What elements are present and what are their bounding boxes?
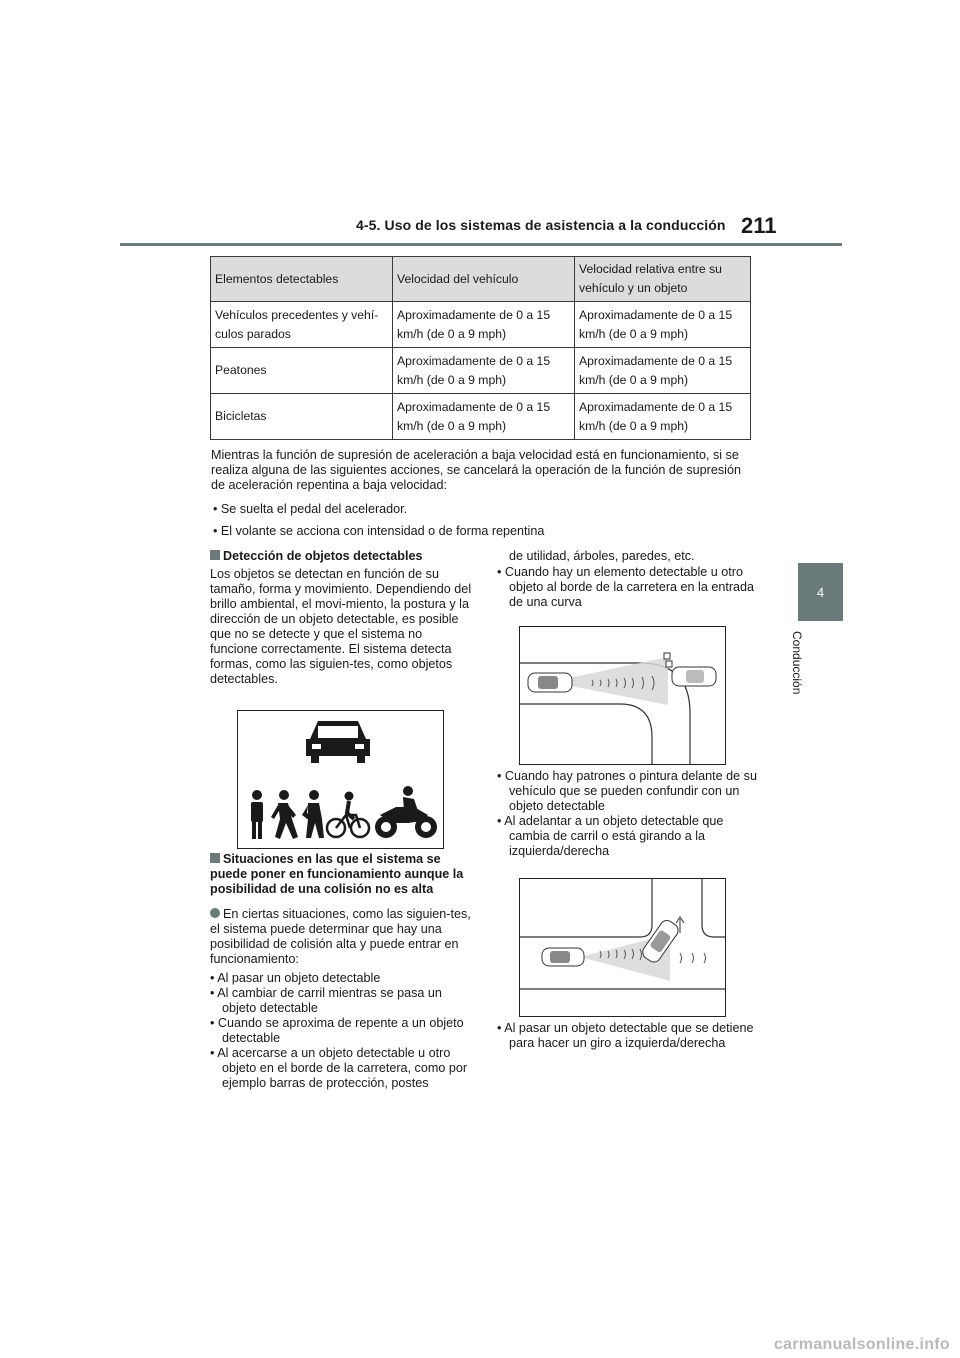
pedestrian-walking-icon (271, 790, 298, 839)
right-list-mid (497, 769, 759, 859)
table-row (211, 302, 751, 348)
bullet-dot-icon (210, 908, 220, 918)
table-cell: Vehículos precedentes y vehí-culos parados (211, 302, 393, 348)
intro-bullet: • El volante se acciona con intensidad o de forma repentina (213, 524, 545, 538)
table-header-row (211, 257, 751, 302)
detection-heading: Detección de objetos detectables (210, 549, 472, 564)
detectable-objects-figure (237, 710, 444, 849)
section-marker-icon (210, 550, 220, 560)
pedestrian-carrying-icon (302, 790, 324, 838)
situations-heading: Situaciones en las que el sistema se puede poner en funcionamiento aunque la posibilidad de una colisión no es alta (210, 852, 464, 896)
chapter-label: Conducción (790, 631, 804, 695)
page-number: 211 (741, 213, 777, 238)
table-cell: Aproximadamente de 0 a 15 km/h (de 0 a 9 mph) (575, 394, 751, 440)
turning-vehicle-figure (519, 878, 726, 1017)
car-icon (306, 721, 370, 763)
situations-lead: En ciertas situaciones, como las siguien-tes, el sistema puede determinar que hay una posibilidad de colisión alta y puede entrar en funcionamiento: (210, 907, 471, 966)
own-car-icon (542, 948, 584, 966)
list-item: • Cuando se aproxima de repente a un objeto detectable (210, 1016, 464, 1045)
parked-car-icon (672, 667, 716, 686)
bicycle-icon (327, 792, 369, 838)
table-header-cell: Velocidad relativa entre su vehículo y un objeto (575, 257, 751, 302)
detectable-objects-table (210, 256, 751, 440)
own-car-icon (528, 673, 572, 692)
list-item: • Al adelantar a un objeto detectable que cambia de carril o está girando a la izquierda/derecha (497, 814, 724, 858)
detection-body: Los objetos se detectan en función de su tamaño, forma y movimiento. Dependiendo del brillo ambiental, el movi-miento, la postura y la dirección de un objeto detectable, es posible que no se detecte y que el sistema no funcione correctamente. El sistema detecta formas, como las siguien-tes, como objetos detectables. (210, 567, 472, 686)
section-title: 4-5. Uso de los sistemas de asistencia a la conducción (356, 217, 726, 233)
table-cell: Bicicletas (211, 394, 393, 440)
pedestrian-icon (251, 790, 263, 839)
header-divider (120, 243, 842, 246)
list-item: • Cuando hay patrones o pintura delante de su vehículo que se pueden confundir con un objeto detectable (497, 769, 757, 813)
motorcycle-icon (375, 786, 437, 838)
intro-bullet: • Se suelta el pedal del acelerador. (213, 502, 408, 516)
table-cell: Aproximadamente de 0 a 15 km/h (de 0 a 9 mph) (575, 348, 751, 394)
situations-list (210, 971, 472, 1091)
table-cell: Aproximadamente de 0 a 15 km/h (de 0 a 9 mph) (575, 302, 751, 348)
table-header-cell: Velocidad del vehículo (393, 257, 575, 302)
table-row (211, 394, 751, 440)
list-item: • Al acercarse a un objeto detectable u otro objeto en el borde de la carretera, como por ejemplo barras de protección, postes (210, 1046, 468, 1090)
list-item: • Al pasar un objeto detectable (210, 971, 381, 985)
table-cell: Aproximadamente de 0 a 15 km/h (de 0 a 9 mph) (393, 348, 575, 394)
list-item: • Al cambiar de carril mientras se pasa un objeto detectable (210, 986, 442, 1015)
chapter-tab: 4 (798, 563, 843, 621)
watermark: carmanualsonline.info (773, 1336, 950, 1353)
table-cell: Peatones (211, 348, 393, 394)
list-item: • Al pasar un objeto detectable que se detiene para hacer un giro a izquierda/derecha (497, 1021, 754, 1050)
curve-entrance-figure (519, 626, 726, 765)
intro-paragraph: Mientras la función de supresión de aceleración a baja velocidad está en funcionamiento, si se realiza alguna de las siguientes acciones, se cancelará la operación de la función de supresión de aceleración repentina a baja velocidad: (211, 448, 741, 492)
table-cell: Aproximadamente de 0 a 15 km/h (de 0 a 9 mph) (393, 394, 575, 440)
table-cell: Aproximadamente de 0 a 15 km/h (de 0 a 9 mph) (393, 302, 575, 348)
table-header-cell: Elementos detectables (211, 257, 393, 302)
section-marker-icon (210, 853, 220, 863)
continuation-text: de utilidad, árboles, paredes, etc. (509, 549, 695, 563)
list-item: • Cuando hay un elemento detectable u otro objeto al borde de la carretera en la entrada de una curva (497, 565, 755, 609)
table-row (211, 348, 751, 394)
